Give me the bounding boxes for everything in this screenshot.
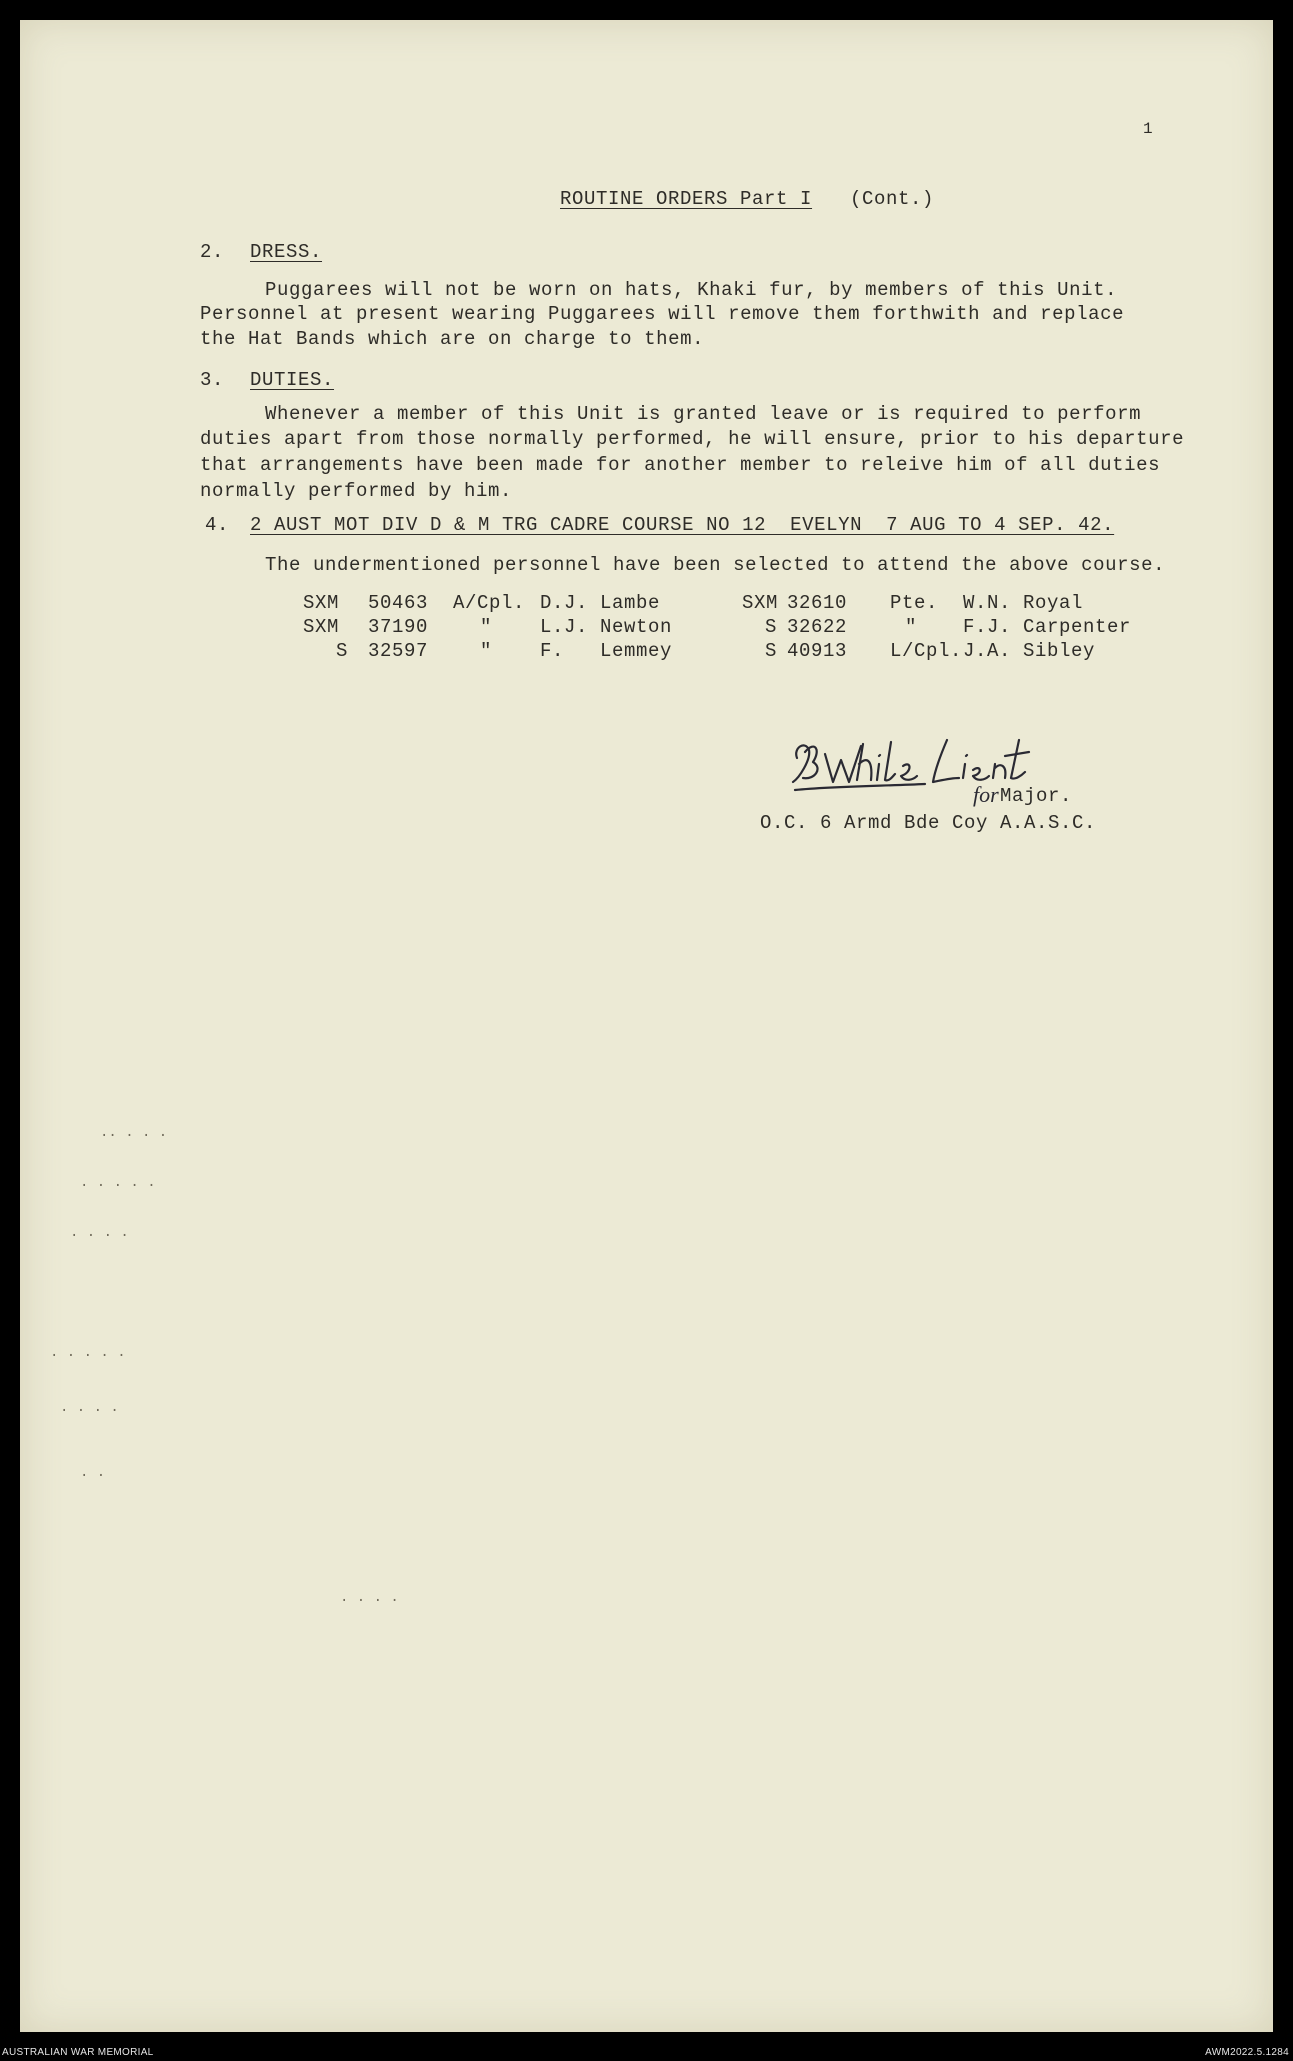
section-heading: DUTIES. xyxy=(250,369,335,391)
rank: " xyxy=(480,640,493,662)
section-number: 2. xyxy=(200,241,225,263)
paragraph-line: normally performed by him. xyxy=(200,480,513,502)
margin-mark: . . . . . xyxy=(80,1175,156,1191)
document-title-cont: (Cont.) xyxy=(850,188,935,210)
paragraph-line: duties apart from those normally performed, he will ensure, prior to his departure xyxy=(200,428,1185,450)
person-name: F.J. Carpenter xyxy=(963,616,1132,638)
footer-right: AWM2022.5.1284 xyxy=(1205,2047,1289,2058)
service-prefix: SXM xyxy=(742,592,779,614)
rank: Pte. xyxy=(890,592,939,614)
person-name: J.A. Sibley xyxy=(963,640,1096,662)
service-number: 50463 xyxy=(368,592,429,614)
paragraph-line: Puggarees will not be worn on hats, Khaki fur, by members of this Unit. xyxy=(265,279,1118,301)
service-prefix: S xyxy=(765,640,778,662)
margin-mark: . . . . . xyxy=(50,1345,126,1361)
paragraph-line: The undermentioned personnel have been selected to attend the above course. xyxy=(265,554,1166,576)
margin-mark: . . . . xyxy=(70,1225,129,1241)
person-name: D.J. Lambe xyxy=(540,592,661,614)
signature-title: Major. xyxy=(1000,785,1073,807)
paragraph-line: the Hat Bands which are on charge to them. xyxy=(200,328,705,350)
person-name: W.N. Royal xyxy=(963,592,1084,614)
margin-mark: .. . . . xyxy=(100,1125,168,1141)
document-title: ROUTINE ORDERS Part I xyxy=(560,188,813,210)
section-number: 4. xyxy=(205,514,230,536)
paragraph-line: Personnel at present wearing Puggarees will remove them forthwith and replace xyxy=(200,303,1125,325)
rank: A/Cpl. xyxy=(453,592,526,614)
service-number: 40913 xyxy=(787,640,848,662)
section-heading: DRESS. xyxy=(250,241,323,263)
service-number: 32610 xyxy=(787,592,848,614)
service-number: 37190 xyxy=(368,616,429,638)
margin-mark: . . xyxy=(80,1465,106,1481)
person-name: L.J. Newton xyxy=(540,616,673,638)
service-prefix: S xyxy=(336,640,349,662)
service-prefix: S xyxy=(765,616,778,638)
signature-for-text: for xyxy=(973,782,999,807)
paragraph-line: that arrangements have been made for another member to releive him of all duties xyxy=(200,454,1161,476)
margin-mark: . . . . xyxy=(340,1590,399,1606)
person-name: F. Lemmey xyxy=(540,640,673,662)
page-mark: 1 xyxy=(1143,120,1154,138)
signature-unit: O.C. 6 Armd Bde Coy A.A.S.C. xyxy=(760,812,1097,834)
service-prefix: SXM xyxy=(303,616,340,638)
section-number: 3. xyxy=(200,369,225,391)
service-number: 32597 xyxy=(368,640,429,662)
service-number: 32622 xyxy=(787,616,848,638)
archive-footer xyxy=(0,2033,1293,2061)
margin-mark: . . . . xyxy=(60,1400,119,1416)
section-heading: 2 AUST MOT DIV D & M TRG CADRE COURSE NO 12 EVELYN 7 AUG TO 4 SEP. 42. xyxy=(250,514,1115,536)
service-prefix: SXM xyxy=(303,592,340,614)
rank: " xyxy=(905,616,918,638)
paragraph-line: Whenever a member of this Unit is granted leave or is required to perform xyxy=(265,403,1142,425)
rank: L/Cpl. xyxy=(890,640,963,662)
rank: " xyxy=(480,616,493,638)
footer-left: AUSTRALIAN WAR MEMORIAL xyxy=(2,2047,154,2058)
